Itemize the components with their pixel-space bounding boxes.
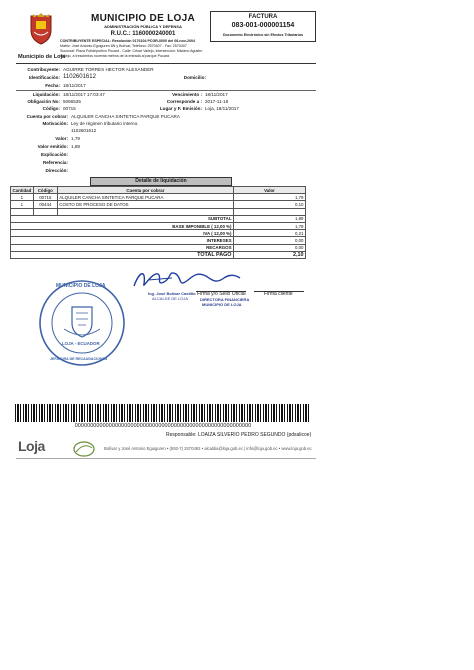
sucursal-address-2: Vallejo, a trescientos noventa metros de la entrada al parque Pucará	[60, 54, 170, 58]
col-cuenta: Cuenta por cobrar	[57, 187, 233, 194]
loja-logo: Loja	[18, 438, 45, 454]
factura-number: 083-001-000001154	[231, 22, 295, 29]
lugar-label: Lugar y F. Emisión:	[159, 106, 202, 111]
blank-row	[11, 208, 306, 215]
total-pago-value: 2,10	[234, 251, 306, 258]
responsable: Responsable: LOAIZA SILVERIO PEDRO SEGUNDO (pdsalicoe)	[166, 432, 312, 438]
row-valor: 1,79	[234, 194, 306, 201]
sucursal-address: Sucursal: Plaza Polideportivo Pucará - Calle: César Vallejo, intersección: Máximo Agustín	[60, 49, 203, 53]
fecha-value: 18/11/2017	[63, 83, 86, 88]
detalle-table	[10, 186, 306, 259]
table-row	[11, 201, 306, 208]
codigo-label: Código:	[42, 106, 60, 111]
corresponde-value: 2017-11-18	[205, 99, 229, 104]
detalle-title: Detalle de liquidación	[90, 177, 232, 186]
corresponde-label: Corresponde a :	[166, 99, 202, 104]
stamp-ring-text: JEFATURA DE RECAUDACIONES	[50, 357, 108, 361]
stamp-bottom-text: LOJA - ECUADOR	[62, 341, 100, 346]
obligacion-label: Obligación No:	[27, 99, 60, 104]
referencia-label: Referencia:	[42, 160, 68, 165]
valor-emitido-value: 1,89	[71, 144, 80, 149]
recargos-value: 0,00	[234, 244, 306, 251]
identificacion-value: 1102601612	[63, 74, 96, 80]
recargos-label: RECARGOS	[11, 244, 234, 251]
alcalde-role: ALCALDE DE LOJA	[152, 296, 189, 301]
leaf-logo-icon	[72, 440, 96, 458]
contribuyente-especial: CONTRIBUYENTE ESPECIAL: Resolución 0176104 PCGR-0000 del 08-nov-2004	[60, 39, 196, 43]
matriz-address: Matriz: José Antonio Eguiguren 8N y Bolívar, Teléfono: 2570407 - Fax: 2570407	[60, 44, 187, 48]
contribuyente-value: AGUIRRE TORRES HECTOR ALEXANDER	[63, 67, 154, 72]
row-codigo: 00715	[33, 194, 57, 201]
total-row-subtotal	[11, 215, 306, 222]
table-row	[11, 194, 306, 201]
total-row-base	[11, 222, 306, 229]
valor-value: 1,79	[71, 136, 80, 141]
official-stamp	[34, 277, 130, 369]
obligacion-value: 5066535	[63, 99, 81, 104]
col-codigo: Código	[33, 187, 57, 194]
liquidacion-value: 18/11/2017 17:03:47	[63, 92, 105, 97]
intereses-value: 0,00	[234, 237, 306, 244]
detalle-header-row	[11, 187, 306, 194]
motivacion-label: Motivación:	[42, 121, 68, 126]
footer-divider	[16, 458, 316, 459]
vencimiento-value: 18/11/2017	[205, 92, 228, 97]
fecha-label: Fecha:	[45, 83, 60, 88]
total-pago-label: TOTAL PAGO	[11, 251, 234, 258]
total-row-iva	[11, 230, 306, 237]
municipality-subtitle: ADMINISTRACIÓN PÚBLICA Y DEFENSA	[104, 24, 182, 29]
official-signature-label: Firma y/o Sello Oficial	[197, 291, 246, 297]
header-divider	[16, 63, 316, 64]
brand-name: Municipio de Loja	[18, 54, 66, 60]
row-cuenta: ALQUILER CANCHA SINTETICA PARQUE PUCARA	[57, 194, 233, 201]
factura-note: Documento Electrónico sin Efectos Tributarios	[222, 33, 304, 37]
direccion-label: Dirección:	[45, 168, 68, 173]
client-signature-label: Firma cliente	[264, 291, 293, 297]
total-row-pago	[11, 251, 306, 258]
alcalde-name: Ing. José Bolívar Castillo	[148, 291, 196, 296]
subtotal-value: 1,89	[234, 215, 306, 222]
contribuyente-label: Contribuyente:	[27, 67, 60, 72]
explicacion-label: Explicación:	[40, 152, 68, 157]
iva-value: 0,21	[234, 230, 306, 237]
intereses-label: INTERESES	[11, 237, 234, 244]
municipal-shield-icon	[28, 12, 54, 46]
row-cantidad: 1	[11, 194, 34, 201]
motivacion-value: Ley de régimen tributario interno.	[71, 121, 139, 126]
liquidacion-label: Liquidación:	[32, 92, 60, 97]
ruc-number: R.U.C.: 1160000240001	[110, 31, 176, 37]
valor-emitido-label: Valor emitido:	[37, 144, 68, 149]
official-role: DIRECTORA FINANCIERA	[200, 297, 250, 302]
stamp-top-text: MUNICIPIO DE LOJA	[56, 283, 106, 289]
col-cantidad: Cantidad	[12, 187, 32, 193]
cuenta-value: ALQUILER CANCHA SINTETICA PARQUE PUCARA	[71, 114, 180, 119]
barcode	[15, 404, 311, 422]
lugar-value: Loja, 18/11/2017	[205, 106, 239, 111]
row-valor: 0,10	[234, 201, 306, 208]
total-row-recargos	[11, 244, 306, 251]
domicilio-label: Domicilio:	[183, 75, 206, 80]
factura-box	[210, 11, 316, 42]
codigo-value: 00715	[63, 106, 76, 111]
identificacion-label: Identificación:	[28, 75, 60, 80]
footer-address: Bolívar y José Antonio Eguiguren • (593-7) 2570492 • alcaldia@loja.gob.ec | info@loja.gob.ec • www.loja.gob.ec	[104, 446, 312, 451]
vencimiento-label: Vencimiento :	[172, 92, 202, 97]
cuenta-label: Cuenta por cobrar:	[26, 114, 68, 119]
row-codigo: 00444	[33, 201, 57, 208]
barcode-number: 000000000000000000000000000000000000000000000000000000000	[74, 423, 252, 429]
official-org: MUNICIPIO DE LOJA	[202, 302, 242, 307]
col-valor: Valor	[234, 187, 306, 194]
subtotal-label: SUBTOTAL	[11, 215, 234, 222]
handwritten-signature	[128, 266, 248, 292]
valor-label: Valor:	[55, 136, 68, 141]
base-imponible-value: 1,79	[234, 222, 306, 229]
base-imponible-label: BASE IMPONIBLE ( 12,00 %)	[11, 222, 234, 229]
detalle-section	[10, 177, 306, 259]
fields-divider	[16, 90, 316, 91]
row-cuenta: COSTO DE PROCESO DE DATOS	[57, 201, 233, 208]
municipality-title: MUNICIPIO DE LOJA	[91, 13, 195, 24]
motivacion-id: 1102601612	[71, 128, 97, 133]
factura-label: FACTURA	[248, 14, 278, 20]
row-cantidad: 1	[11, 201, 34, 208]
iva-label: IVA ( 12,00 %)	[11, 230, 234, 237]
total-row-intereses	[11, 237, 306, 244]
